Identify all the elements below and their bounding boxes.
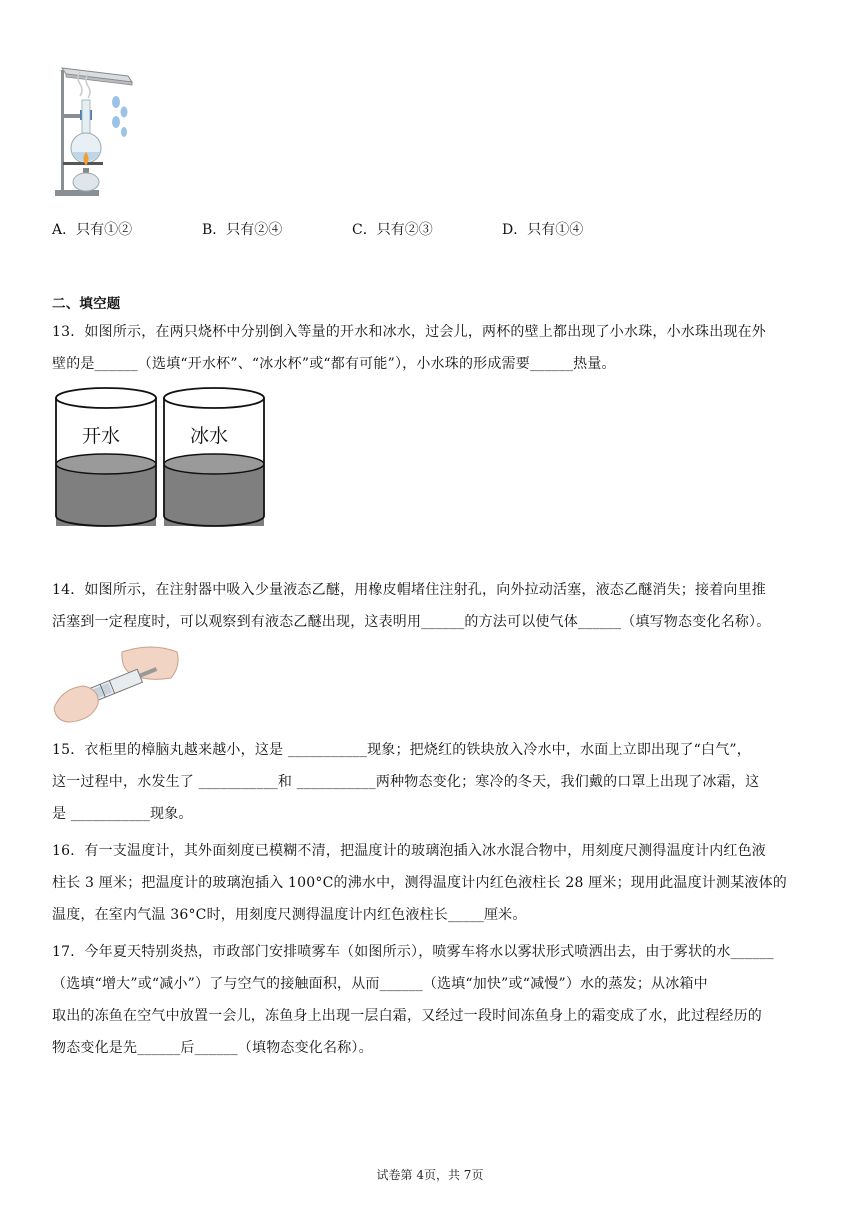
option-a[interactable]: A．只有①② <box>52 222 133 238</box>
q12-options <box>52 219 812 239</box>
cup-left-label: 开水 <box>82 425 121 447</box>
page-footer: 试卷第 4页，共 7页 <box>376 1168 484 1182</box>
section-title: 二、填空题 <box>52 296 121 312</box>
q14-line-1: 14．如图所示，在注射器中吸入少量液态乙醚，用橡皮帽堵住注射孔，向外拉动活塞，液态乙醚消失；接着向里推 <box>52 582 767 598</box>
boiling-flask-apparatus-figure <box>52 62 138 198</box>
q16-line-2: 柱长 3 厘米；把温度计的玻璃泡插入 100°C的沸水中，测得温度计内红色液柱长 28 厘米；现用此温度计测某液体的 <box>52 875 788 891</box>
q13-line-1: 13．如图所示，在两只烧杯中分别倒入等量的开水和冰水，过会儿，两杯的壁上都出现了小水珠，小水珠出现在外 <box>52 324 767 340</box>
option-d[interactable]: D．只有①④ <box>502 222 584 238</box>
q17-line-2: （选填“增大”或“减小”）了与空气的接触面积，从而______（选填“加快”或“减慢”）水的蒸发；从冰箱中 <box>52 976 708 992</box>
q15-line-3: 是 ___________现象。 <box>52 806 193 822</box>
q16-line-1: 16．有一支温度计，其外面刻度已模糊不清，把温度计的玻璃泡插入冰水混合物中，用刻度尺测得温度计内红色液 <box>52 843 767 859</box>
q15-line-1: 15．衣柜里的樟脑丸越来越小，这是 ___________现象；把烧红的铁块放入冷水中，水面上立即出现了“白气”， <box>52 742 751 758</box>
option-c[interactable]: C．只有②③ <box>352 222 433 238</box>
q17-line-4: 物态变化是先______后______（填物态变化名称）。 <box>52 1040 373 1056</box>
q13-line-2: 壁的是______（选填“开水杯”、“冰水杯”或“都有可能”），小水珠的形成需要______热量。 <box>52 356 616 372</box>
q17-line-1: 17．今年夏天特别炎热，市政部门安排喷雾车（如图所示），喷雾车将水以雾状形式喷洒出去，由于雾状的水______ <box>52 944 774 960</box>
q16-line-3: 温度，在室内气温 36°C时，用刻度尺测得温度计内红色液柱长_____厘米。 <box>52 907 527 923</box>
two-beakers-figure <box>52 384 266 530</box>
syringe-figure <box>52 642 182 724</box>
q15-line-2: 这一过程中，水发生了 ___________和 ___________两种物态变化；寒冷的冬天，我们戴的口罩上出现了冰霜，这 <box>52 774 760 790</box>
option-b[interactable]: B．只有②④ <box>202 222 283 238</box>
cup-right-label: 冰水 <box>190 425 229 447</box>
q17-line-3: 取出的冻鱼在空气中放置一会儿，冻鱼身上出现一层白霜，又经过一段时间冻鱼身上的霜变成了水，此过程经历的 <box>52 1008 762 1024</box>
q14-line-2: 活塞到一定程度时，可以观察到有液态乙醚出现，这表明用______的方法可以使气体______（填写物态变化名称）。 <box>52 614 771 630</box>
